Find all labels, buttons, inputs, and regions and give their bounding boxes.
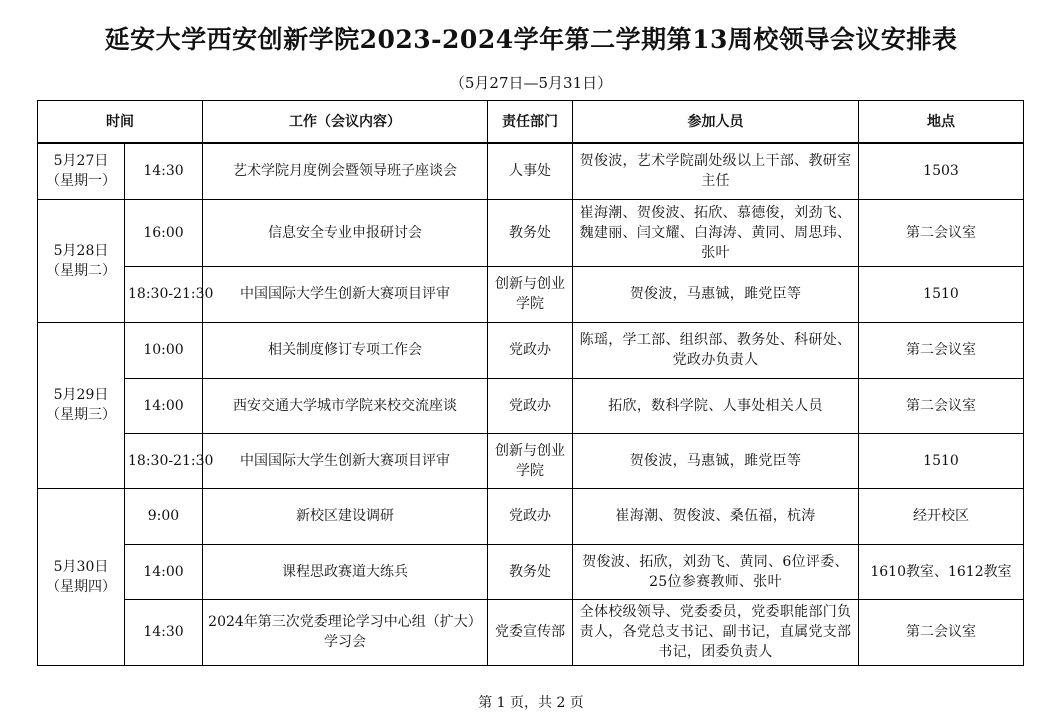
people-cell: 贺俊波，马惠铖，雎党臣等 <box>573 433 859 488</box>
date-cell <box>38 199 125 322</box>
people-cell: 全体校级领导、党委委员，党委职能部门负责人，各党总支书记、副书记，直属党支部书记，团委负责人 <box>573 599 859 665</box>
time-cell: 14:30 <box>125 599 203 665</box>
work-cell: 课程思政赛道大练兵 <box>203 544 488 599</box>
dept-cell: 党政办 <box>488 488 573 544</box>
location-cell: 经开校区 <box>859 488 1024 544</box>
work-cell: 艺术学院月度例会暨领导班子座谈会 <box>203 143 488 199</box>
table-row <box>38 378 1024 433</box>
dept-cell: 创新与创业学院 <box>488 433 573 488</box>
time-cell: 18:30-21:30 <box>125 266 203 322</box>
page-title: 延安大学西安创新学院2023-2024学年第二学期第13周校领导会议安排表 <box>104 25 958 54</box>
table-row <box>38 488 1024 544</box>
dept-cell: 创新与创业学院 <box>488 266 573 322</box>
location-cell: 第二会议室 <box>859 378 1024 433</box>
people-cell: 拓欣，数科学院、人事处相关人员 <box>573 378 859 433</box>
header-work: 工作（会议内容） <box>203 101 488 144</box>
work-cell: 西安交通大学城市学院来校交流座谈 <box>203 378 488 433</box>
schedule-table <box>37 100 1024 666</box>
work-cell: 2024年第三次党委理论学习中心组（扩大）学习会 <box>203 599 488 665</box>
location-cell: 1510 <box>859 433 1024 488</box>
table-row <box>38 433 1024 488</box>
time-cell: 14:30 <box>125 143 203 199</box>
dept-cell: 党政办 <box>488 378 573 433</box>
location-cell: 第二会议室 <box>859 199 1024 266</box>
dept-cell: 党政办 <box>488 322 573 378</box>
people-cell: 陈瑶，学工部、组织部、教务处、科研处、党政办负责人 <box>573 322 859 378</box>
work-cell: 信息安全专业申报研讨会 <box>203 199 488 266</box>
table-row <box>38 266 1024 322</box>
table-row <box>38 544 1024 599</box>
time-cell: 9:00 <box>125 488 203 544</box>
table-row <box>38 322 1024 378</box>
table-row <box>38 199 1024 266</box>
header-dept: 责任部门 <box>488 101 573 144</box>
table-row <box>38 143 1024 199</box>
time-cell: 14:00 <box>125 378 203 433</box>
work-cell: 中国国际大学生创新大赛项目评审 <box>203 266 488 322</box>
location-cell: 1510 <box>859 266 1024 322</box>
dept-cell: 党委宣传部 <box>488 599 573 665</box>
work-cell: 相关制度修订专项工作会 <box>203 322 488 378</box>
date-cell <box>38 143 125 199</box>
header-time: 时间 <box>38 101 203 144</box>
table-header-row <box>38 101 1024 144</box>
dept-cell: 人事处 <box>488 143 573 199</box>
location-cell: 1610教室、1612教室 <box>859 544 1024 599</box>
location-cell: 第二会议室 <box>859 599 1024 665</box>
work-cell: 新校区建设调研 <box>203 488 488 544</box>
date-cell <box>38 488 125 665</box>
date-label: 5月27日 <box>53 153 109 170</box>
weekday-label: （星期一） <box>46 173 116 190</box>
date-label: 5月28日 <box>53 242 109 259</box>
time-cell: 10:00 <box>125 322 203 378</box>
table-row <box>38 599 1024 665</box>
location-cell: 第二会议室 <box>859 322 1024 378</box>
date-range-subtitle: （5月27日—5月31日） <box>449 74 613 92</box>
date-label: 5月29日 <box>53 387 109 403</box>
page-number: 第 1 页，共 2 页 <box>478 695 584 711</box>
work-cell: 中国国际大学生创新大赛项目评审 <box>203 433 488 488</box>
dept-cell: 教务处 <box>488 544 573 599</box>
time-cell: 16:00 <box>125 199 203 266</box>
date-cell <box>38 322 125 488</box>
people-cell: 贺俊波，艺术学院副处级以上干部、教研室主任 <box>573 143 859 199</box>
weekday-label: （星期三） <box>46 407 116 423</box>
time-cell: 14:00 <box>125 544 203 599</box>
people-cell: 崔海潮、贺俊波、桑伍福，杭涛 <box>573 488 859 544</box>
weekday-label: （星期二） <box>46 262 116 279</box>
header-people: 参加人员 <box>573 101 859 144</box>
location-cell: 1503 <box>859 143 1024 199</box>
weekday-label: （星期四） <box>46 578 116 595</box>
people-cell: 崔海潮、贺俊波、拓欣、慕德俊，刘劲飞、魏建丽、闫文耀、白海涛、黄同、周思玮、张叶 <box>573 199 859 266</box>
dept-cell: 教务处 <box>488 199 573 266</box>
header-location: 地点 <box>859 101 1024 144</box>
people-cell: 贺俊波、拓欣，刘劲飞、黄同、6位评委、25位参赛教师、张叶 <box>573 544 859 599</box>
date-label: 5月30日 <box>53 558 109 575</box>
people-cell: 贺俊波，马惠铖，雎党臣等 <box>573 266 859 322</box>
time-cell: 18:30-21:30 <box>125 433 203 488</box>
